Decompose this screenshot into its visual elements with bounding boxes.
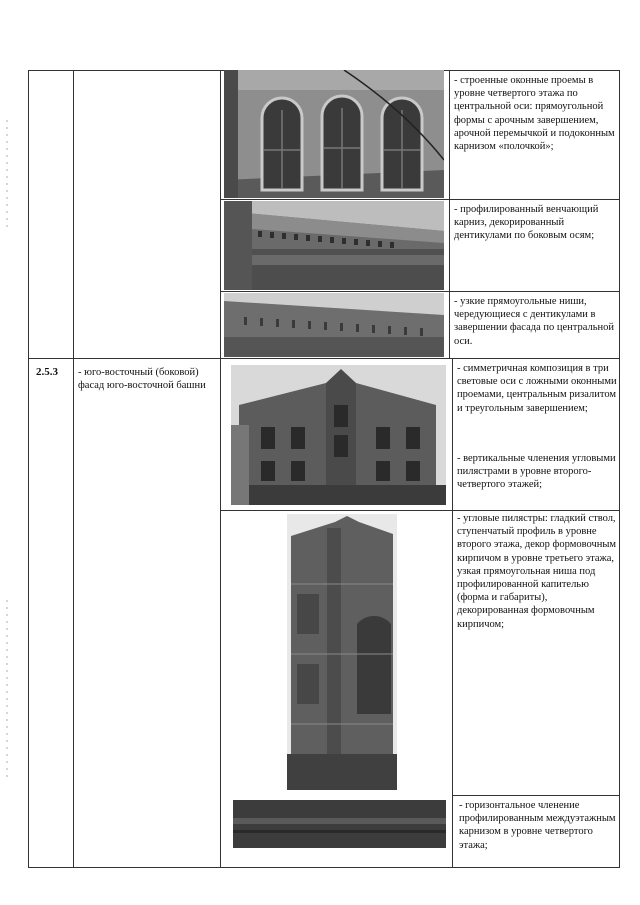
feature-text: - горизонтальное членение профилированным междуэтажным карнизом в уровне четвертого этажа; (459, 800, 616, 851)
subcell-divider-3 (220, 510, 620, 511)
table-border-bottom (28, 867, 620, 868)
scan-artifact (6, 120, 8, 230)
dentil-niches-photo (224, 293, 444, 357)
feature-text: - строенные оконные проемы в уровне четвертого этажа по центральной оси: прямоугольной формы с арочным завершением, арочной перемычкой и подоконным карнизом «полочкой»; (454, 75, 615, 153)
row-divider (28, 358, 620, 359)
feature-text: - профилированный венчающий карниз, декорированный дентикулами по боковым осям; (454, 204, 599, 242)
row-number: 2.5.3 (36, 366, 58, 378)
crowning-cornice-photo (224, 201, 444, 290)
subcell-divider-1 (220, 199, 620, 200)
feature-text: - узкие прямоугольные ниши, чередующиеся с дентикулами в завершении фасада по центральной оси. (454, 296, 615, 347)
table-border-left (28, 70, 29, 868)
col-divider-2 (220, 70, 221, 868)
scan-artifact (6, 600, 8, 780)
facade-overview-photo (231, 365, 446, 505)
photo-feature-divider-b (452, 358, 453, 868)
element-description: - юго-восточный (боковой) фасад юго-восточной башни (78, 367, 206, 392)
feature-text: - угловые пилястры: гладкий ствол, ступенчатый профиль в уровне второго этажа, декор формовочным кирпичом в уровне третьего этажа, узкая прямоугольная ниша под профилированной капителью (форма и габариты), декорированная формовочным кирпичом; (457, 513, 617, 630)
col-divider-1 (73, 70, 74, 868)
floor-cornice-photo (233, 800, 446, 848)
feature-text: - симметричная композиция в три световые оси с ложными оконными проемами, центральным ризалитом и треугольным завершением; (457, 363, 617, 414)
subcell-divider-4 (452, 795, 620, 796)
feature-text: - вертикальные членения угловыми пилястрами в уровне второго-четвертого этажей; (457, 453, 616, 491)
photo-feature-divider-a (449, 70, 450, 359)
subcell-divider-2 (220, 291, 620, 292)
corner-pilaster-photo (287, 514, 397, 790)
table-border-right (619, 70, 620, 868)
arched-windows-photo (224, 70, 444, 198)
